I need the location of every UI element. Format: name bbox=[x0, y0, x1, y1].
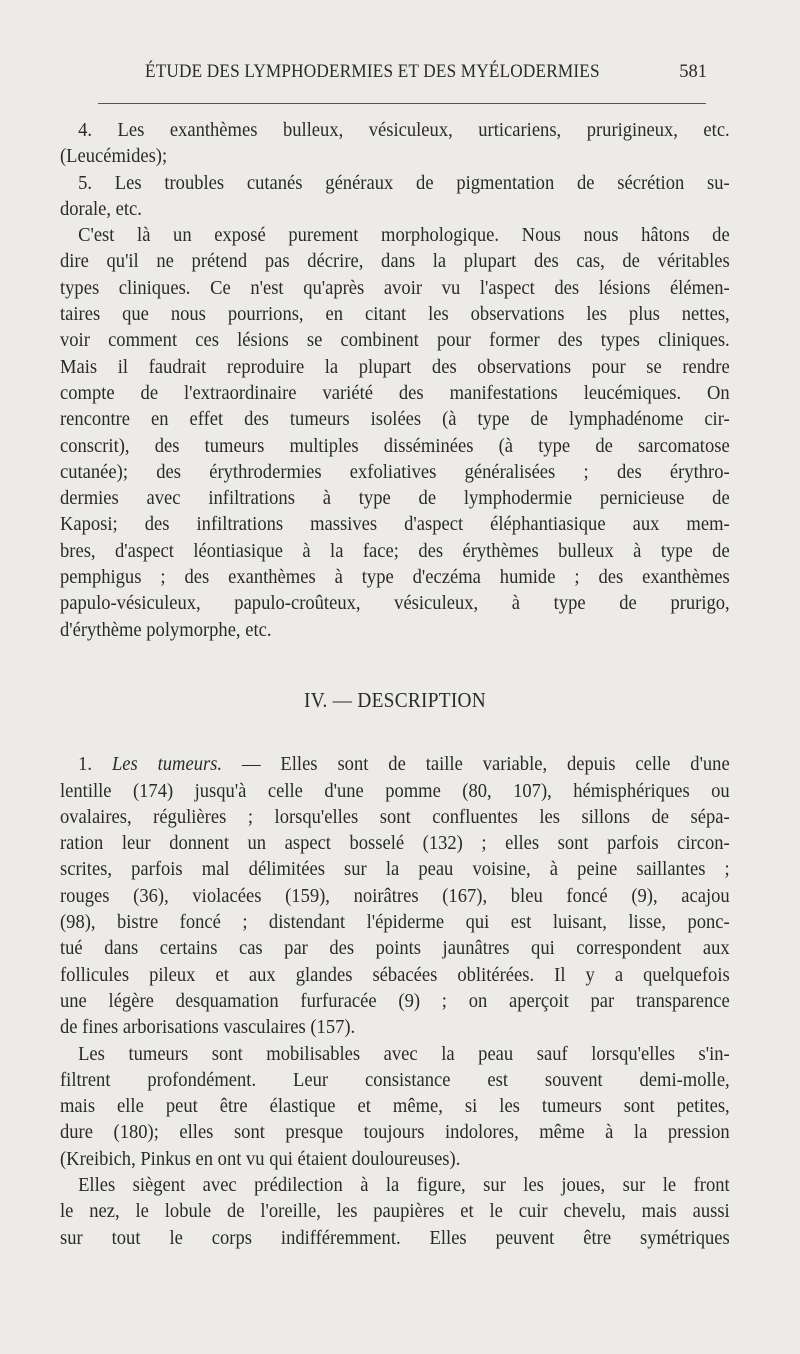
paragraph-expose bbox=[60, 222, 730, 643]
text-line: dermies avec infiltrations à type de lymphodermie pernicieuse de bbox=[60, 487, 730, 510]
text-line: scrites, parfois mal délimitées sur la peau voisine, à peine saillantes ; bbox=[60, 858, 730, 881]
page-header bbox=[95, 62, 715, 90]
text-line bbox=[60, 751, 730, 777]
paragraph-troubles bbox=[60, 170, 730, 223]
text-line: de fines arborisations vasculaires (157). bbox=[60, 1016, 356, 1039]
paragraph-tumeurs bbox=[60, 751, 730, 1040]
item-number: 1. bbox=[78, 753, 112, 776]
text-line: lentille (174) jusqu'à celle d'une pomme (80, 107), hémisphériques ou bbox=[60, 779, 730, 802]
text-line: C'est là un exposé purement morphologique. Nous nous hâtons de bbox=[78, 224, 730, 247]
text-line: ovalaires, régulières ; lorsqu'elles sont confluentes les sillons de sépa- bbox=[60, 805, 730, 828]
text-line: sur tout le corps indifféremment. Elles peuvent être symétriques bbox=[60, 1226, 730, 1249]
text-line: Les tumeurs sont mobilisables avec la peau sauf lorsqu'elles s'in- bbox=[78, 1042, 730, 1065]
text-line: cutanée); des érythrodermies exfoliatives généralisées ; des érythro- bbox=[60, 460, 730, 483]
text-line: pemphigus ; des exanthèmes à type d'eczéma humide ; des exanthèmes bbox=[60, 566, 730, 589]
text-line: compte de l'extraordinaire variété des manifestations leucémiques. On bbox=[60, 381, 730, 404]
text-line: tué dans certains cas par des points jaunâtres qui correspondent aux bbox=[60, 937, 730, 960]
text-line: d'érythème polymorphe, etc. bbox=[60, 618, 272, 641]
text-line: bres, d'aspect léontiasique à la face; des érythèmes bulleux à type de bbox=[60, 539, 730, 562]
text-line: rencontre en effet des tumeurs isolées (à type de lymphadénome cir- bbox=[60, 408, 730, 431]
text-line: (Leucémides); bbox=[60, 145, 168, 168]
text-line: filtrent profondément. Leur consistance est souvent demi-molle, bbox=[60, 1068, 730, 1091]
text-line: 4. Les exanthèmes bulleux, vésiculeux, urticariens, prurigineux, etc. bbox=[78, 119, 730, 141]
section-heading: IV. — DESCRIPTION bbox=[304, 687, 486, 712]
text-line: Mais il faudrait reproduire la plupart des observations pour se rendre bbox=[60, 355, 730, 378]
text-line: mais elle peut être élastique et même, si les tumeurs sont petites, bbox=[60, 1095, 730, 1118]
paragraph-siegent bbox=[60, 1172, 730, 1251]
page-number: 581 bbox=[679, 62, 707, 82]
text-line: (98), bistre foncé ; distendant l'épiderme qui est luisant, lisse, ponc- bbox=[60, 911, 730, 934]
item-title: Les tumeurs. bbox=[111, 753, 223, 776]
text-line: Kaposi; des infiltrations massives d'aspect éléphantiasique aux mem- bbox=[60, 513, 730, 536]
text-line: follicules pileux et aux glandes sébacées oblitérées. Il y a quelquefois bbox=[60, 963, 730, 986]
running-title: ÉTUDE DES LYMPHODERMIES ET DES MYÉLODERMIES bbox=[145, 62, 600, 82]
text-line: ration leur donnent un aspect bosselé (132) ; elles sont parfois circon- bbox=[60, 832, 730, 855]
text-line: types cliniques. Ce n'est qu'après avoir vu l'aspect des lésions élémen- bbox=[60, 276, 730, 299]
text-line: une légère desquamation furfuracée (9) ; on aperçoit par transparence bbox=[60, 989, 730, 1012]
text-line: 5. Les troubles cutanés généraux de pigmentation de sécrétion su- bbox=[78, 171, 730, 194]
paragraph-mobilisables bbox=[60, 1041, 730, 1172]
text-line: rouges (36), violacées (159), noirâtres (167), bleu foncé (9), acajou bbox=[60, 884, 730, 907]
text-line: (Kreibich, Pinkus en ont vu qui étaient douloureuses). bbox=[60, 1147, 461, 1170]
text-line: papulo-vésiculeux, papulo-croûteux, vésiculeux, à type de prurigo, bbox=[60, 592, 730, 615]
header-rule bbox=[98, 103, 706, 104]
text-line: Elles siègent avec prédilection à la figure, sur les joues, sur le front bbox=[78, 1173, 730, 1196]
text-line: voir comment ces lésions se combinent pour former des types cliniques. bbox=[60, 329, 730, 352]
paragraph-leucemides bbox=[60, 117, 730, 170]
text-line: taires que nous pourrions, en citant les observations les plus nettes, bbox=[60, 303, 730, 326]
text-line: conscrit), des tumeurs multiples disséminées (à type de sarcomatose bbox=[60, 434, 730, 457]
body-text bbox=[60, 117, 730, 1251]
item-text: — Elles sont de taille variable, depuis celle d'une bbox=[222, 753, 730, 776]
text-line: dire qu'il ne prétend pas décrire, dans la plupart des cas, de véritables bbox=[60, 250, 730, 273]
text-line: dure (180); elles sont presque toujours indolores, même à la pression bbox=[60, 1121, 730, 1144]
text-line: le nez, le lobule de l'oreille, les paupières et le cuir chevelu, mais aussi bbox=[60, 1200, 730, 1223]
text-line: dorale, etc. bbox=[60, 197, 142, 220]
